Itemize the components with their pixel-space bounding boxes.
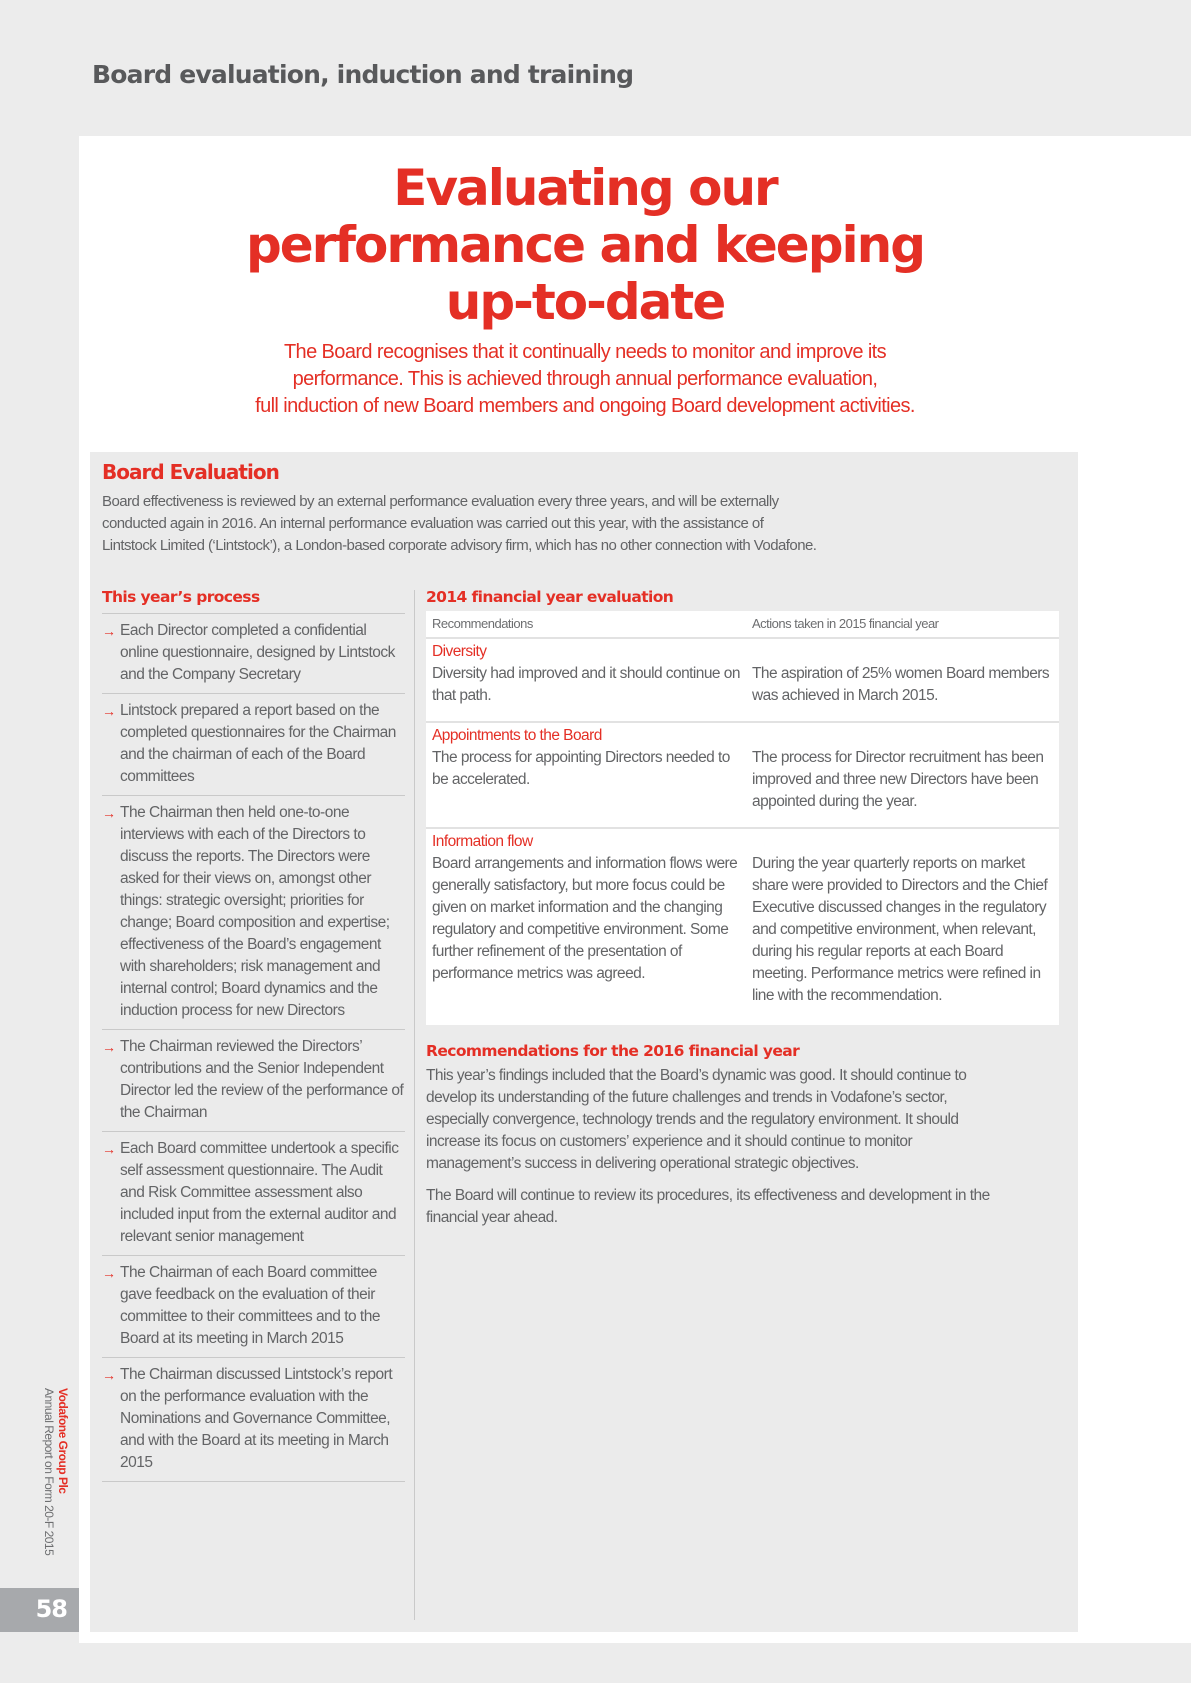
page-title-line: up-to-date	[445, 273, 725, 331]
intro-lead-line: full induction of new Board members and ongoing Board development activities.	[255, 395, 915, 417]
list-item	[102, 614, 405, 694]
column-header-recommendations: Recommendations	[426, 611, 746, 638]
arrow-right-icon: →	[102, 703, 116, 719]
category-label: Information flow	[432, 833, 533, 850]
table-category-row	[426, 722, 1059, 747]
table-category-row	[426, 828, 1059, 853]
recommendations-paragraph: This year’s findings included that the Board’s dynamic was good. It should continue to develop its understanding of the future challenges and trends in Vodafone’s sector, especially convergence, technology trends and the regulatory environment. It should increase its focus on customers’ experience and it should continue to monitor management’s success in delivering operational strategic objectives.	[426, 1067, 967, 1172]
category-label: Diversity	[432, 643, 487, 660]
list-item-text: Each Director completed a confidential online questionnaire, designed by Lintstock and the Company Secretary	[120, 622, 395, 683]
list-item-text: Each Board committee undertook a specific self assessment questionnaire. The Audit and Risk Committee assessment also included input from the external auditor and relevant senior management	[120, 1140, 399, 1245]
page-title-line: performance and keeping	[245, 216, 925, 274]
table-row	[426, 853, 1059, 1025]
evaluation-2014-title: 2014 financial year evaluation	[426, 588, 674, 606]
table-header-row	[426, 611, 1059, 638]
arrow-right-icon: →	[102, 1141, 116, 1157]
process-title: This year’s process	[102, 588, 405, 614]
intro-lead-line: The Board recognises that it continually needs to monitor and improve its	[283, 341, 887, 363]
list-item	[102, 796, 405, 1030]
page-number: 58	[0, 1588, 79, 1632]
recommendations-2016-title: Recommendations for the 2016 financial year	[426, 1042, 800, 1060]
table-category-row	[426, 638, 1059, 663]
report-name: Annual Report on Form 20-F 2015	[42, 1388, 56, 1556]
company-name: Vodafone Group Plc	[56, 1388, 70, 1494]
evaluation-column	[426, 588, 1059, 1239]
list-item-text: The Chairman discussed Lintstock’s report on the performance evaluation with the Nominations and Governance Committee, and with the Board at its meeting in March 2015	[120, 1366, 393, 1471]
list-item	[102, 1132, 405, 1256]
column-divider	[414, 590, 415, 1620]
process-column	[102, 588, 405, 1482]
page-title-line: Evaluating our	[393, 159, 777, 217]
evaluation-table	[426, 611, 1059, 1025]
category-label: Appointments to the Board	[432, 727, 602, 744]
recommendations-paragraph: The Board will continue to review its procedures, its effectiveness and development in the financial year ahead.	[426, 1187, 990, 1226]
arrow-right-icon: →	[102, 1367, 116, 1383]
recommendation-cell: Board arrangements and information flows were generally satisfactory, but more focus could be given on market information and the changing regulatory and competitive environment. Some further refinement of the presentation of performance metrics was agreed.	[432, 855, 738, 982]
intro-line: Lintstock Limited (‘Lintstock’), a London-based corporate advisory firm, which has no other connection with Vodafone.	[102, 537, 817, 554]
list-item	[102, 1358, 405, 1482]
list-item	[102, 1256, 405, 1358]
action-cell: During the year quarterly reports on market share were provided to Directors and the Chief Executive discussed changes in the regulatory and competitive environment, when relevant, during his regular reports at each Board meeting. Performance metrics were refined in line with the recommendation.	[752, 855, 1048, 1004]
table-row	[426, 747, 1059, 828]
intro-lead-line: performance. This is achieved through annual performance evaluation,	[292, 368, 878, 390]
list-item	[102, 1030, 405, 1132]
column-header-actions: Actions taken in 2015 financial year	[746, 611, 1059, 638]
list-item-text: The Chairman reviewed the Directors’ contributions and the Senior Independent Director led the review of the performance of the Chairman	[120, 1038, 404, 1121]
arrow-right-icon: →	[102, 1265, 116, 1281]
action-cell: The aspiration of 25% women Board members was achieved in March 2015.	[746, 663, 1059, 722]
footer-side-label	[40, 1388, 70, 1568]
board-evaluation-intro	[102, 491, 942, 557]
section-heading: Board evaluation, induction and training	[92, 60, 634, 89]
list-item-text: The Chairman of each Board committee gave feedback on the evaluation of their committee to their committees and to the Board at its meeting in March 2015	[120, 1264, 380, 1347]
page-title	[79, 160, 1091, 331]
intro-line: conducted again in 2016. An internal performance evaluation was carried out this year, with the assistance of	[102, 515, 764, 532]
intro-lead	[79, 339, 1091, 420]
intro-line: Board effectiveness is reviewed by an external performance evaluation every three years, and will be externally	[102, 493, 779, 510]
list-item	[102, 694, 405, 796]
recommendation-cell: The process for appointing Directors needed to be accelerated.	[426, 747, 746, 828]
list-item-text: The Chairman then held one-to-one interviews with each of the Directors to discuss the reports. The Directors were asked for their views on, amongst other things: strategic oversight; priorities for change; Board composition and expertise; effectiveness of the Board’s engagement with shareholders; risk management and internal control; Board dynamics and the induction process for new Directors	[120, 804, 390, 1019]
process-list	[102, 614, 405, 1482]
board-evaluation-title: Board Evaluation	[102, 460, 279, 484]
arrow-right-icon: →	[102, 1039, 116, 1055]
list-item-text: Lintstock prepared a report based on the completed questionnaires for the Chairman and the chairman of each of the Board committees	[120, 702, 396, 785]
action-cell: The process for Director recruitment has been improved and three new Directors have been appointed during the year.	[746, 747, 1059, 828]
arrow-right-icon: →	[102, 805, 116, 821]
recommendation-cell: Diversity had improved and it should continue on that path.	[426, 663, 746, 722]
table-row	[426, 663, 1059, 722]
arrow-right-icon: →	[102, 623, 116, 639]
